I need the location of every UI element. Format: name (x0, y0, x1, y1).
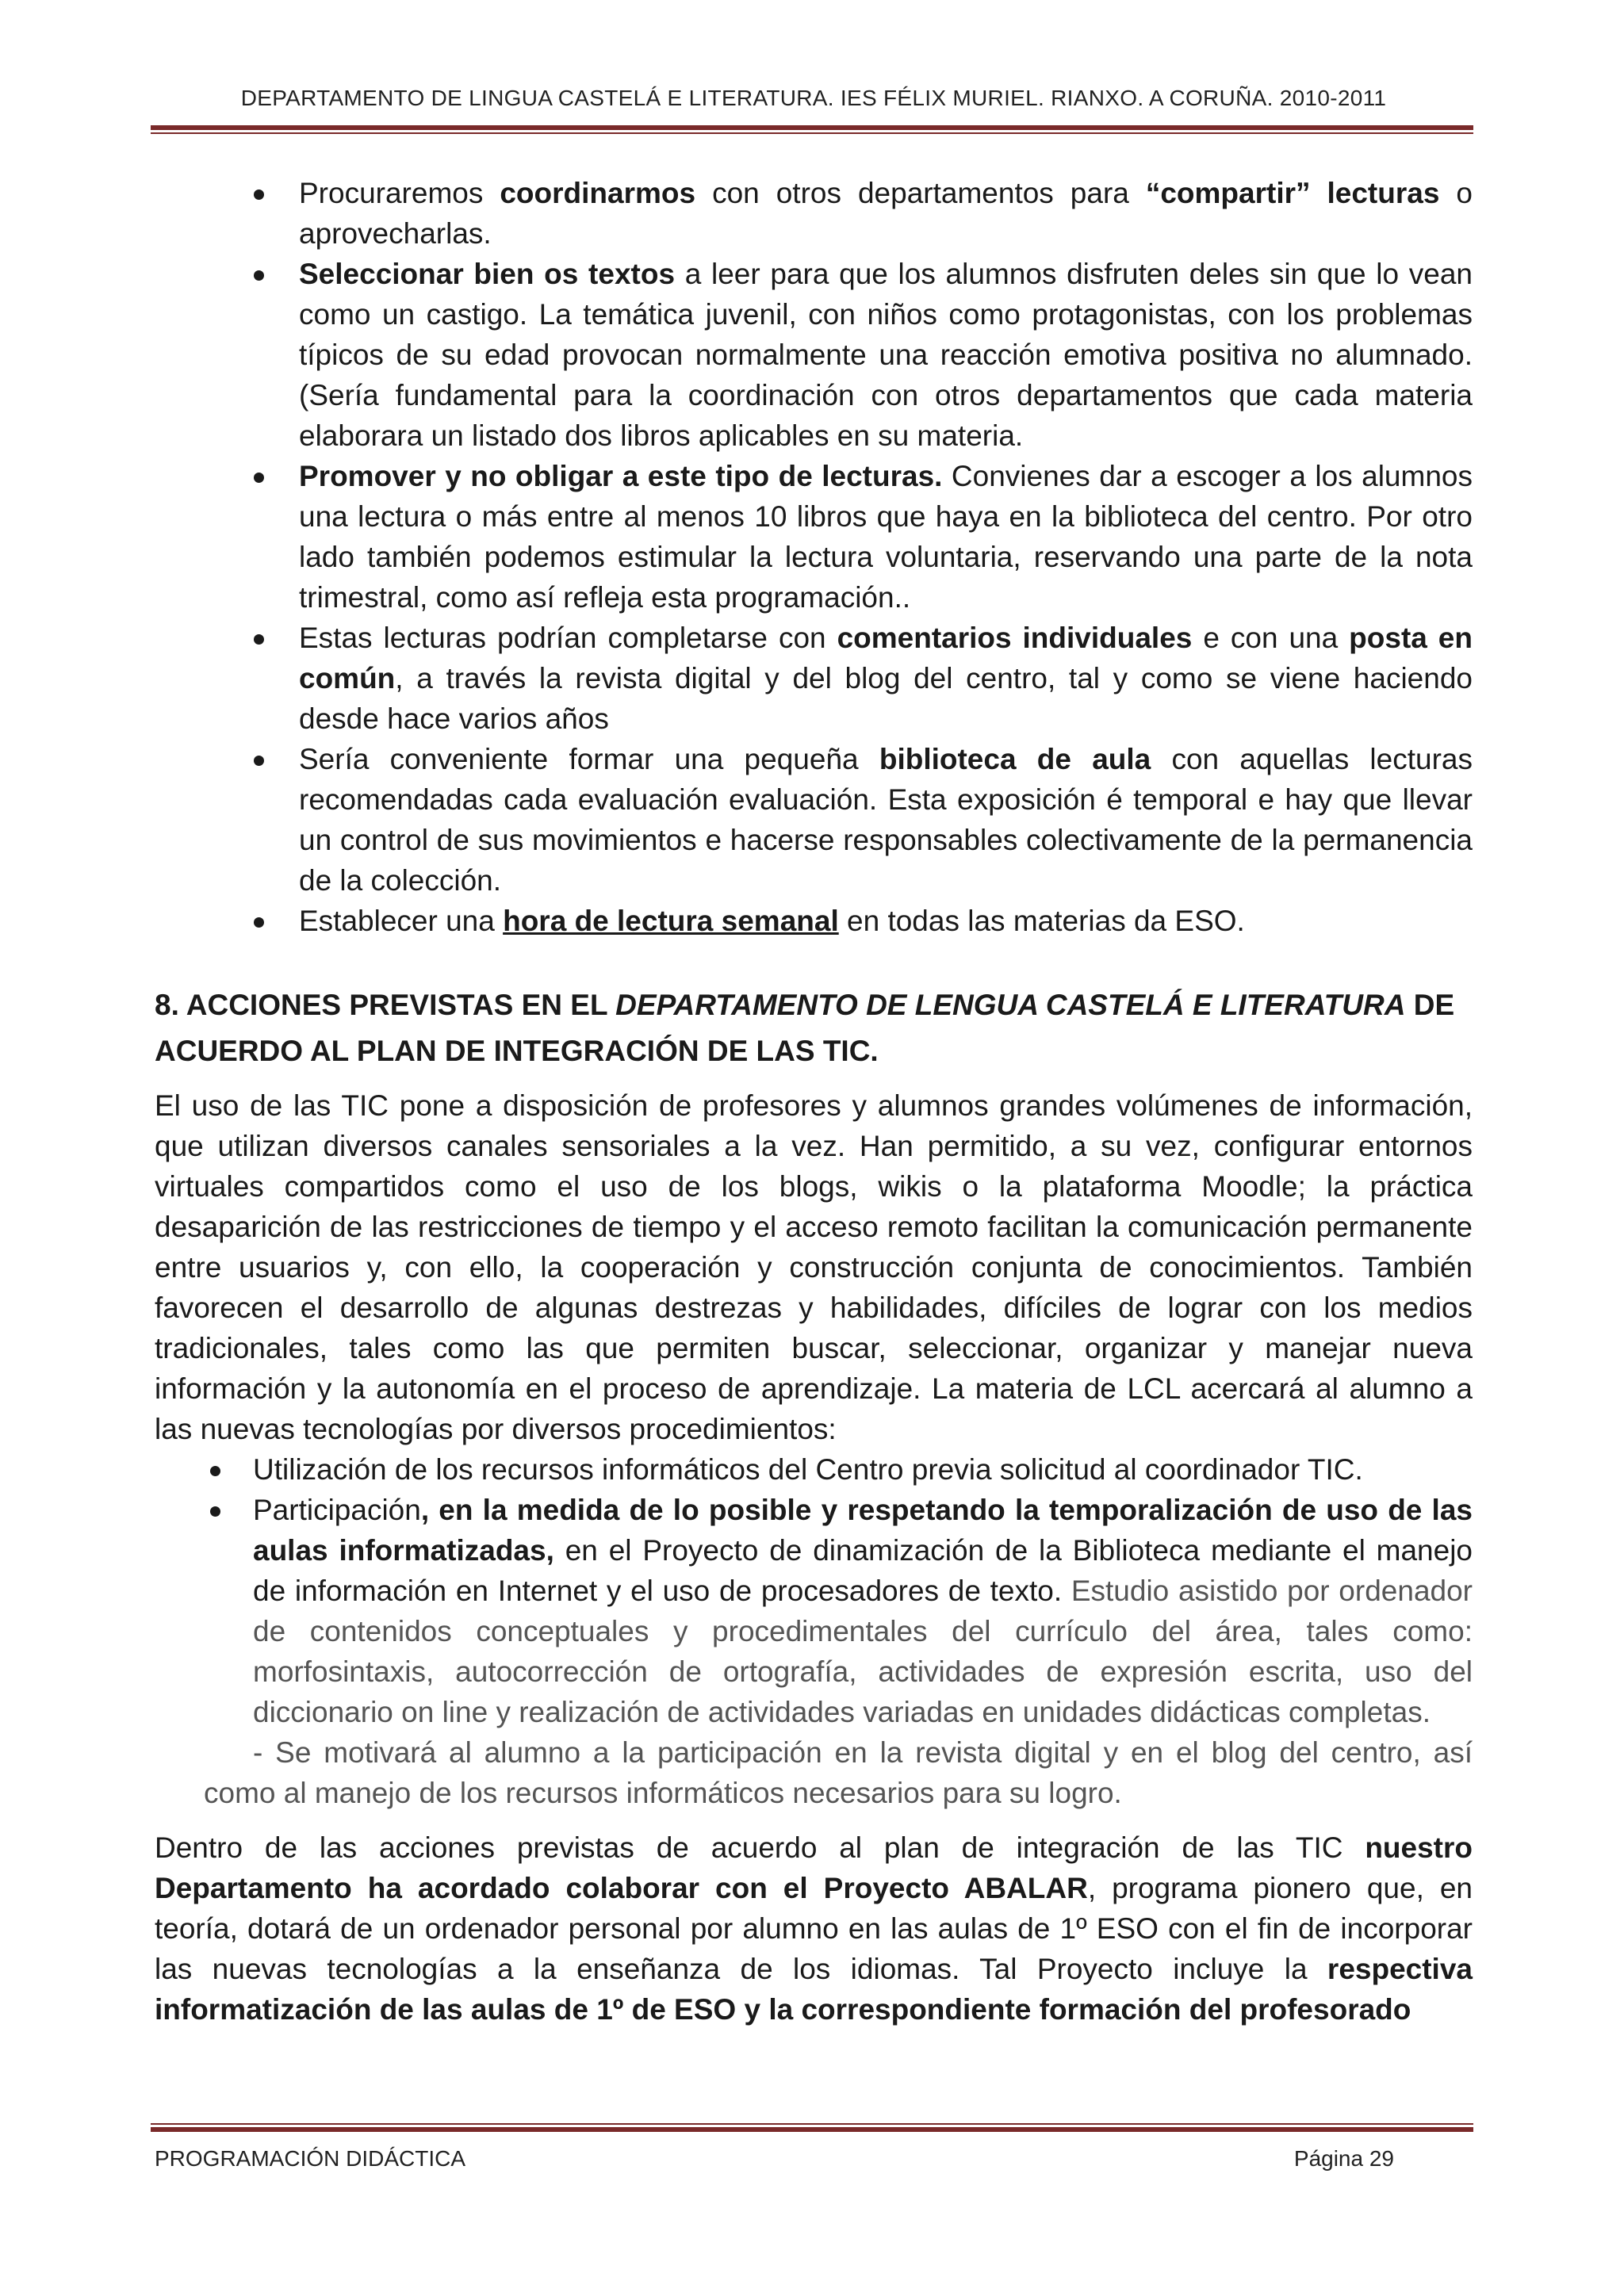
footer-doc-title: PROGRAMACIÓN DIDÁCTICA (155, 2146, 466, 2171)
text-run: posta en común (299, 622, 1473, 695)
tic-procedures-list (155, 1449, 1473, 1732)
bullet-dot-icon (210, 1466, 220, 1476)
text-run: DEPARTAMENTO DE LENGUA CASTELÁ E LITERATURA (615, 989, 1406, 1021)
text-run: , en la medida de lo posible y respetando la temporalización de uso de las aulas informatizadas, (253, 1494, 1473, 1567)
bullet-item (155, 456, 1473, 618)
bullet-item (155, 173, 1473, 254)
text-run: DE ACUERDO AL PLAN DE INTEGRACIÓN DE LAS TIC. (155, 989, 1455, 1067)
footer-rule-thin (151, 2123, 1473, 2125)
text-run: Estas lecturas podrían completarse con (299, 622, 837, 654)
bullet-item (155, 1490, 1473, 1732)
bullet-dot-icon (254, 189, 264, 200)
bullet-dot-icon (254, 473, 264, 483)
text-run: e con una (1192, 622, 1350, 654)
text-run: , programa pionero que, en teoría, dotará de un ordenador personal por alumno en las aulas de 1º ESO con el fin de incorporar las nuevas tecnologías a la enseñanza de los idiomas. Tal Proyecto incluye la (155, 1872, 1473, 1985)
header-rule-thin (151, 132, 1473, 134)
text-run: hora de lectura semanal (503, 905, 839, 937)
text-run: Convienes dar a escoger a los alumnos una lectura o más entre al menos 10 libros que haya en la biblioteca del centro. Por otro lado también podemos estimular la lectura voluntaria, reservando una parte de la nota trimestral, como así refleja esta programación.. (299, 460, 1473, 614)
bullet-dot-icon (254, 634, 264, 645)
bullet-dot-icon (210, 1506, 220, 1517)
text-run: respectiva informatización de las aulas de 1º de ESO y la correspondiente formación del profesorado (155, 1953, 1473, 2026)
bullet-item (155, 739, 1473, 901)
text-run: Estudio asistido por ordenador de contenidos conceptuales y procedimentales del currículo del área, tales como: morfosintaxis, autocorrección de ortografía, actividades de expresión escrita, uso del diccionario on line y realización de actividades variadas en unidades didácticas completas. (253, 1575, 1473, 1728)
text-run: Promover y no obligar a este tipo de lecturas. (299, 460, 943, 492)
header-rule-thick (151, 125, 1473, 130)
dash-note (155, 1732, 1473, 1813)
footer-page-number: Página 29 (1293, 2146, 1394, 2171)
text-run: con otros departamentos para (695, 177, 1146, 209)
text-run: “compartir” lecturas (1145, 177, 1440, 209)
text-run: , a través la revista digital y del blog del centro, tal y como se viene haciendo desde hace varios años (299, 662, 1473, 735)
text-run: Utilización de los recursos informáticos del Centro previa solicitud al coordinador TIC. (253, 1453, 1363, 1486)
bullet-dot-icon (254, 756, 264, 766)
text-run: Sería conveniente formar una pequeña (299, 743, 879, 775)
bullet-dot-icon (254, 917, 264, 928)
footer-rule-thick (151, 2127, 1473, 2132)
bullet-item (155, 1449, 1473, 1490)
text-run: 8. ACCIONES PREVISTAS EN EL (155, 989, 616, 1021)
reading-actions-list (299, 173, 1473, 941)
text-run: en el Proyecto de dinamización de la Biblioteca mediante el manejo de información en Internet y el uso de procesadores de texto. (253, 1534, 1473, 1607)
text-run: nuestro Departamento ha acordado colaborar con el Proyecto ABALAR (155, 1831, 1473, 1904)
page-header-title: DEPARTAMENTO DE LINGUA CASTELÁ E LITERATURA. IES FÉLIX MURIEL. RIANXO. A CORUÑA. 2010-2011 (240, 86, 1387, 110)
bullet-item (155, 254, 1473, 456)
text-run: con aquellas lecturas recomendadas cada evaluación evaluación. Esta exposición é temporal e hay que llevar un control de sus movimientos e hacerse responsables colectivamente de la permanencia de la colección. (299, 743, 1473, 897)
tic-paragraph: El uso de las TIC pone a disposición de profesores y alumnos grandes volúmenes de información, que utilizan diversos canales sensoriales a la vez. Han permitido, a su vez, configurar entornos virtuales compartidos como el uso de los blogs, wikis o la plataforma Moodle; la práctica desaparición de las restricciones de tiempo y el acceso remoto facilitan la comunicación permanente entre usuarios y, con ello, la cooperación y construcción conjunta de conocimientos. También favorecen el desarrollo de algunas destrezas y habilidades, difíciles de lograr con los medios tradicionales, tales como las que permiten buscar, seleccionar, organizar y manejar nueva información y la autonomía en el proceso de aprendizaje. La materia de LCL acercará al alumno a las nuevas tecnologías por diversos procedimientos: (155, 1089, 1473, 1445)
section-heading (155, 982, 1473, 1074)
abalar-paragraph (155, 1827, 1473, 2030)
text-run: biblioteca de aula (879, 743, 1151, 775)
text-run: comentarios individuales (837, 622, 1193, 654)
dash-note-text: - Se motivará al alumno a la participación en la revista digital y en el blog del centro, así como al manejo de los recursos informáticos necesarios para su logro. (204, 1736, 1473, 1809)
text-run: Seleccionar bien os textos (299, 258, 676, 290)
bullet-item (155, 618, 1473, 739)
text-run: o aprovecharlas. (299, 177, 1473, 250)
text-run: en todas las materias da ESO. (838, 905, 1245, 937)
text-run: Dentro de las acciones previstas de acuerdo al plan de integración de las TIC (155, 1831, 1365, 1864)
text-run: Establecer una (299, 905, 504, 937)
body-content (155, 173, 1473, 2030)
bullet-dot-icon (254, 270, 264, 281)
text-run: a leer para que los alumnos disfruten deles sin que lo vean como un castigo. La temática juvenil, con niños como protagonistas, con los problemas típicos de su edad provocan normalmente una reacción emotiva positiva no alumnado. (Sería fundamental para la coordinación con otros departamentos que cada materia elaborara un listado dos libros aplicables en su materia. (299, 258, 1473, 452)
text-run: Procuraremos (299, 177, 500, 209)
text-run: coordinarmos (500, 177, 696, 209)
bullet-item (155, 901, 1473, 941)
text-run: Participación (253, 1494, 421, 1526)
